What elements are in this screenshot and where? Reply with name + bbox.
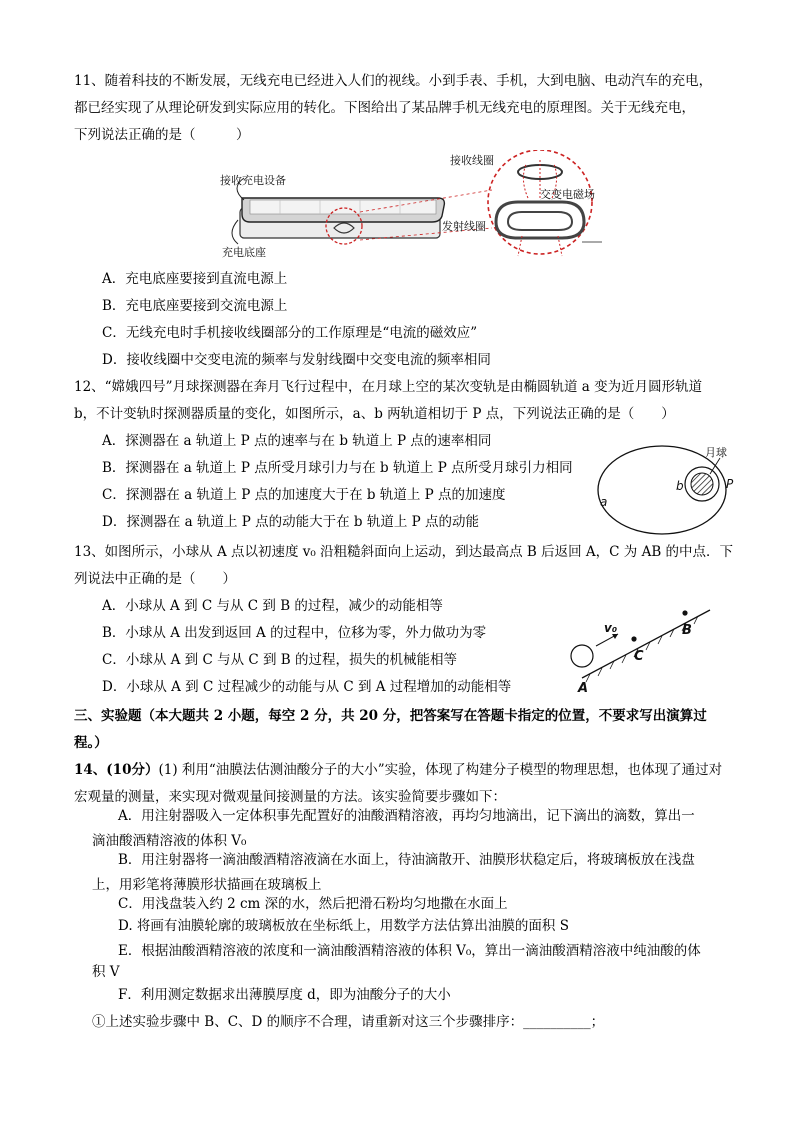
label-orbit-b: b	[676, 479, 684, 493]
q14-step-b-2: 上，用彩笔将薄膜形状描画在玻璃板上	[92, 877, 322, 893]
label-receive-coil: 接收线圈	[450, 154, 494, 167]
q13-option-c: C．小球从 A 到 C 与从 C 到 B 的过程，损失的机械能相等	[102, 652, 457, 668]
q12-stem-line-2: b，不计变轨时探测器质量的变化，如图所示，a、b 两轨道相切于 P 点，下列说法正确的是（ ）	[74, 406, 675, 422]
q11-wireless-charging-figure	[210, 150, 610, 262]
q11-stem-line-2: 都已经实现了从理论研发到实际应用的转化。下图给出了某品牌手机无线充电的原理图。关于无线充电，	[74, 100, 695, 116]
q12-stem-line-1: 12、“嫦娥四号”月球探测器在奔月飞行过程中，在月球上空的某次变轨是由椭圆轨道 a 变为近月圆形轨道	[74, 379, 703, 395]
q14-step-d: D. 将画有油膜轮廓的玻璃板放在坐标纸上，用数学方法估算出油膜的面积 S	[118, 918, 569, 934]
q12-option-d: D．探测器在 a 轨道上 P 点的动能大于在 b 轨道上 P 点的动能	[102, 514, 480, 530]
q14-step-a-2: 滴油酸酒精溶液的体积 V₀	[92, 833, 247, 849]
q11-option-c: C．无线充电时手机接收线圈部分的工作原理是“电流的磁效应”	[102, 325, 478, 341]
q11-stem-line-1: 11、随着科技的不断发展，无线充电已经进入人们的视线。小到手表、手机，大到电脑、电动汽车的充电，	[74, 73, 713, 89]
q13-option-a: A．小球从 A 到 C 与从 C 到 B 的过程，减少的动能相等	[102, 598, 443, 614]
q14-step-f: F．利用测定数据求出薄膜厚度 d，即为油酸分子的大小	[118, 987, 451, 1003]
label-orbit-a: a	[600, 495, 608, 509]
q11-option-a: A．充电底座要接到直流电源上	[102, 271, 288, 287]
q13-stem-line-2: 列说法中正确的是（ ）	[74, 571, 236, 587]
label-point-a: A	[578, 681, 589, 696]
q14-text-1: (1) 利用“油膜法估测油酸分子的大小”实验，体现了构建分子模型的物理思想，也体现了通过对	[158, 762, 723, 778]
q14-step-b-1: B．用注射器将一滴油酸酒精溶液滴在水面上，待油滴散开、油膜形状稳定后，将玻璃板放在浅盘	[118, 852, 695, 868]
label-moon: 月球	[705, 446, 727, 459]
section3-heading-line-2: 程。）	[74, 735, 108, 751]
q11-option-b: B．充电底座要接到交流电源上	[102, 298, 288, 314]
label-transmit-coil: 发射线圈	[442, 220, 486, 233]
label-point-c: C	[634, 649, 644, 664]
q12-option-c: C．探测器在 a 轨道上 P 点的加速度大于在 b 轨道上 P 点的加速度	[102, 487, 506, 503]
q14-line-1	[74, 760, 722, 780]
q14-line-2: 宏观量的测量，来实现对微观量间接测量的方法。该实验简要步骤如下：	[74, 789, 506, 805]
q12-orbit-figure	[592, 440, 742, 540]
q11-stem-line-3: 下列说法正确的是（ ）	[74, 127, 250, 143]
q13-incline-figure	[560, 598, 730, 698]
q14-step-e-2: 积 V	[92, 964, 120, 980]
q11-option-d: D．接收线圈中交变电流的频率与发射线圈中交变电流的频率相同	[102, 352, 491, 368]
section3-heading-line-1: 三、实验题（本大题共 2 小题，每空 2 分，共 20 分，把答案写在答题卡指定的位置，不要求写出演算过	[74, 708, 707, 724]
label-point-p: P	[726, 477, 734, 491]
label-point-b: B	[682, 623, 692, 638]
q14-step-a-1: A．用注射器吸入一定体积事先配置好的油酸酒精溶液，再均匀地滴出，记下滴出的滴数，算出一	[118, 808, 695, 824]
q14-question-1: ①上述实验步骤中 B、C、D 的顺序不合理，请重新对这三个步骤排序：__________；	[92, 1014, 605, 1030]
q14-step-c: C．用浅盘装入约 2 cm 深的水，然后把滑石粉均匀地撒在水面上	[118, 896, 508, 912]
q14-step-e-1: E．根据油酸酒精溶液的浓度和一滴油酸酒精溶液的体积 V₀，算出一滴油酸酒精溶液中纯油酸的体	[118, 943, 701, 959]
label-v0: v₀	[604, 621, 618, 635]
q12-option-b: B．探测器在 a 轨道上 P 点所受月球引力与在 b 轨道上 P 点所受月球引力相同	[102, 460, 573, 476]
q13-option-d: D．小球从 A 到 C 过程减少的动能与从 C 到 A 过程增加的动能相等	[102, 679, 512, 695]
label-receive-device: 接收充电设备	[220, 174, 286, 187]
label-charging-base: 充电底座	[222, 246, 266, 259]
q12-option-a: A．探测器在 a 轨道上 P 点的速率与在 b 轨道上 P 点的速率相同	[102, 433, 492, 449]
q13-stem-line-1: 13、如图所示，小球从 A 点以初速度 v₀ 沿粗糙斜面向上运动，到达最高点 B 后返回 A，C 为 AB 的中点．下	[74, 544, 734, 560]
q13-option-b: B．小球从 A 出发到返回 A 的过程中，位移为零，外力做功为零	[102, 625, 487, 641]
label-alternating-field: 交变电磁场	[540, 188, 595, 201]
q14-head: 14、(10分）	[74, 762, 159, 778]
